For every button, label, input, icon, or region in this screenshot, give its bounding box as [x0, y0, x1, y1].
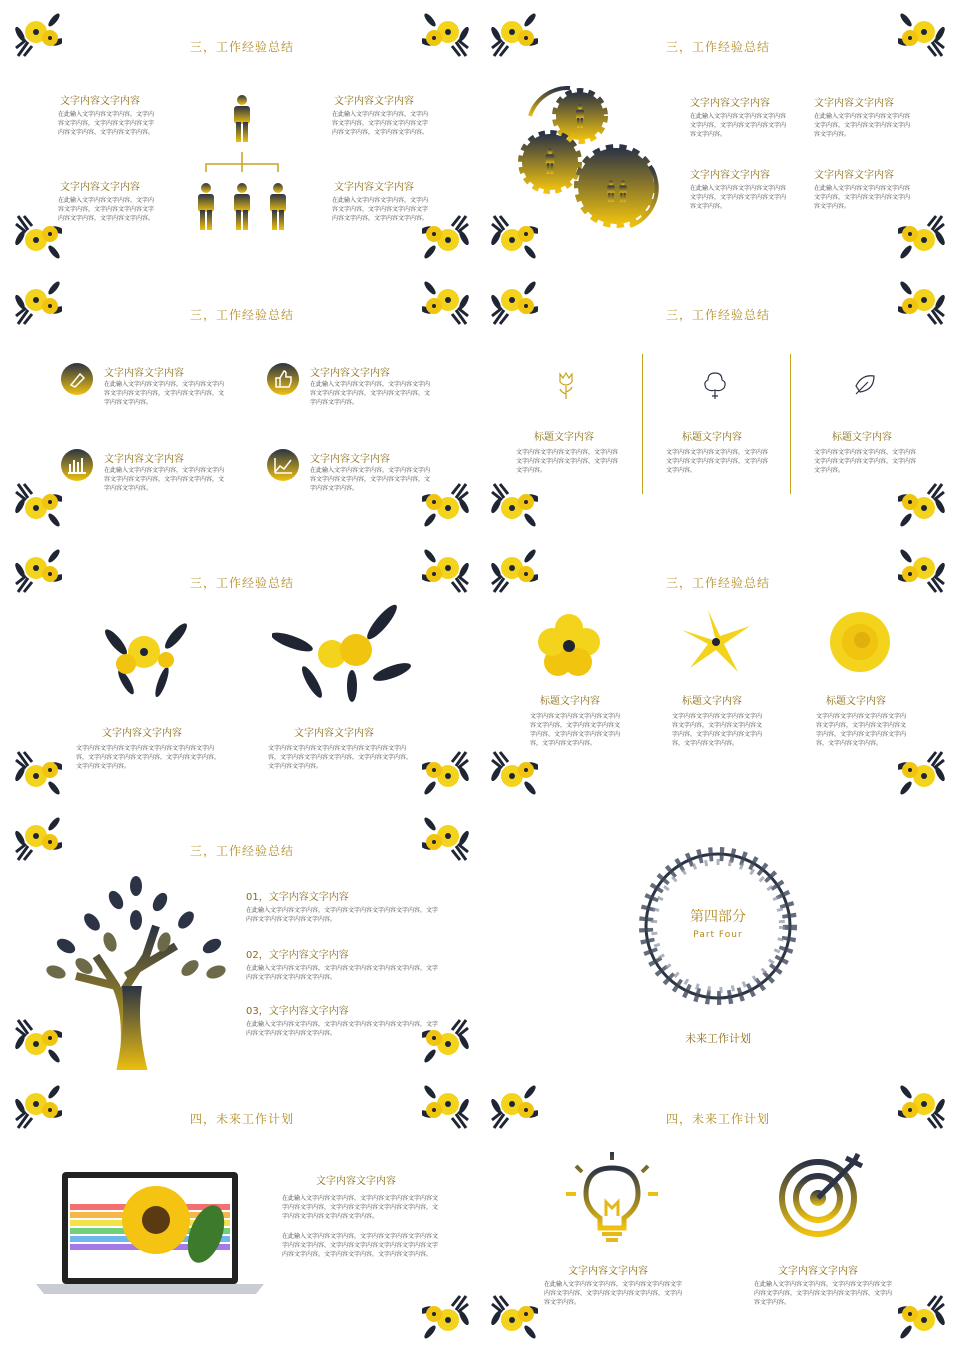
- flower-decoration-icon: [898, 1292, 946, 1340]
- column-heading: 标题文字内容: [540, 696, 600, 707]
- bar-chart-icon: [60, 448, 94, 482]
- column-heading: 标题文字内容: [832, 432, 892, 443]
- flower-decoration-icon: [14, 748, 62, 796]
- column-body: 在此输入文字内容文字内容，文字内容文字内容文字内容文字内容，文字内容文字内容文字内容，文字内容文字内容。: [544, 1281, 683, 1306]
- column-divider: [790, 354, 791, 494]
- bouquet-image: [96, 612, 196, 702]
- yellow-flower-image: [536, 612, 602, 676]
- pen-icon: [60, 362, 94, 396]
- lightbulb-icon: [562, 1150, 662, 1242]
- slide-title: 三，工作经验总结: [189, 844, 294, 858]
- block-heading: 文字内容文字内容: [334, 96, 414, 107]
- block-body: 在此输入文字内容文字内容文字内容文字内容，文字内容文字内容文字内容文字内容。: [690, 113, 787, 138]
- trend-chart-icon: [266, 448, 300, 482]
- flower-decoration-icon: [490, 748, 538, 796]
- block-body: 在此输入文字内容文字内容，文字内容文字内容，文字内容文字内容文字内容文字内容，文字内容文字内容。: [332, 197, 429, 222]
- flower-decoration-icon: [14, 212, 62, 260]
- block-body: 文字内容文字内容文字内容文字内容文字内容文字内容，文字内容文字内容文字内容，文字内容文字内容，文字内容文字内容。: [268, 745, 413, 770]
- section-caption: 未来工作计划: [685, 1032, 751, 1045]
- block-heading: 文字内容文字内容: [310, 454, 390, 465]
- column-heading: 标题文字内容: [682, 696, 742, 707]
- slide-title: 四，未来工作计划: [665, 1112, 770, 1126]
- column-body: 文字内容文字内容文字内容，文字内容文字内容文字内容文字内容，文字内容文字内容。: [666, 449, 769, 474]
- column-heading: 标题文字内容: [826, 696, 886, 707]
- slide-tree-list: [6, 810, 478, 1070]
- column-heading: 标题文字内容: [534, 432, 594, 443]
- list-item-body: 在此输入文字内容文字内容，文字内容文字内容文字内容文字内容，文字内容文字内容文字内容文字内容。: [246, 1021, 439, 1037]
- column-body: 文字内容文字内容文字内容文字内容文字内容，文字内容文字内容文字内容，文字内容文字内容文字内容，文字内容文字内容。: [530, 713, 621, 747]
- flower-decoration-icon: [898, 212, 946, 260]
- block-heading: 文字内容文字内容: [104, 368, 184, 379]
- slide-icon-list: [6, 274, 478, 534]
- slide-title: 三，工作经验总结: [189, 308, 294, 322]
- block-body: 在此输入文字内容文字内容文字内容文字内容，文字内容文字内容文字内容文字内容。: [690, 185, 787, 210]
- block-body: 在此输入文字内容文字内容，文字内容文字内容，文字内容文字内容文字内容文字内容，文字内容文字内容。: [58, 111, 155, 136]
- list-item-body: 在此输入文字内容文字内容，文字内容文字内容文字内容文字内容，文字内容文字内容文字内容文字内容。: [246, 965, 439, 981]
- block-heading: 文字内容文字内容: [690, 170, 770, 181]
- block-body: 在此输入文字内容文字内容，文字内容文字内容文字内容文字内容文字内容，文字内容文字内容文字内容文字内容，文字内容文字内容文字内容文字内容。: [282, 1195, 439, 1220]
- tulip-icon: [554, 370, 578, 400]
- leaf-wreath-image: [632, 840, 804, 1012]
- block-body: 在此输入文字内容文字内容，文字内容文字内容文字内容文字内容文字内容，文字内容文字内容文字内容文字内容文字内容文字内容，文字内容文字内容，文字内容文字内容。: [282, 1233, 439, 1258]
- section-number-title: 第四部分: [690, 909, 746, 925]
- block-heading: 文字内容文字内容: [334, 182, 414, 193]
- slide-title: 三，工作经验总结: [665, 40, 770, 54]
- flower-decoration-icon: [14, 480, 62, 528]
- flower-decoration-icon: [422, 748, 470, 796]
- slide-section-cover: [482, 810, 954, 1070]
- block-heading: 文字内容文字内容: [310, 368, 390, 379]
- slide-laptop: [6, 1078, 478, 1346]
- block-heading: 文字内容文字内容: [690, 98, 770, 109]
- column-body: 在此输入文字内容文字内容，文字内容文字内容文字内容文字内容，文字内容文字内容文字内容，文字内容文字内容。: [754, 1281, 893, 1306]
- block-body: 文字内容文字内容文字内容文字内容文字内容文字内容，文字内容文字内容文字内容，文字内容文字内容，文字内容文字内容。: [76, 745, 221, 770]
- column-heading: 文字内容文字内容: [568, 1266, 648, 1277]
- column-body: 文字内容文字内容文字内容，文字内容文字内容文字内容文字内容，文字内容文字内容。: [814, 449, 917, 474]
- block-heading: 文字内容文字内容: [102, 728, 182, 739]
- column-heading: 文字内容文字内容: [778, 1266, 858, 1277]
- slide-gears: [482, 6, 954, 266]
- flower-decoration-icon: [898, 748, 946, 796]
- slide-title: 三，工作经验总结: [665, 308, 770, 322]
- block-body: 在此输入文字内容文字内容，文字内容文字内容文字内容文字内容，文字内容文字内容，文字内容文字内容。: [104, 467, 225, 492]
- flower-decoration-icon: [490, 480, 538, 528]
- target-icon: [776, 1152, 866, 1240]
- column-heading: 标题文字内容: [682, 432, 742, 443]
- thumbs-up-icon: [266, 362, 300, 396]
- lily-flower-image: [680, 608, 752, 674]
- flower-decoration-icon: [422, 1292, 470, 1340]
- block-body: 在此输入文字内容文字内容文字内容文字内容，文字内容文字内容文字内容文字内容。: [814, 113, 911, 138]
- list-item-heading: 03，文字内容文字内容: [246, 1006, 349, 1017]
- block-heading: 文字内容文字内容: [814, 170, 894, 181]
- flower-decoration-icon: [490, 1292, 538, 1340]
- slide-title: 三，工作经验总结: [189, 40, 294, 54]
- list-item-heading: 02，文字内容文字内容: [246, 950, 349, 961]
- list-item-heading: 01，文字内容文字内容: [246, 892, 349, 903]
- flower-decoration-icon: [898, 480, 946, 528]
- slide-title: 三，工作经验总结: [189, 576, 294, 590]
- leaf-icon: [852, 372, 878, 398]
- block-heading: 文字内容文字内容: [294, 728, 374, 739]
- tree-icon: [702, 370, 728, 400]
- slide-three-columns: [482, 274, 954, 534]
- block-heading: 文字内容文字内容: [814, 98, 894, 109]
- block-body: 在此输入文字内容文字内容文字内容文字内容，文字内容文字内容文字内容文字内容。: [814, 185, 911, 210]
- block-body: 在此输入文字内容文字内容，文字内容文字内容文字内容文字内容，文字内容文字内容，文字内容文字内容。: [310, 467, 431, 492]
- section-subtitle: Part Four: [693, 930, 743, 940]
- block-heading: 文字内容文字内容: [60, 96, 140, 107]
- block-body: 在此输入文字内容文字内容，文字内容文字内容，文字内容文字内容文字内容文字内容，文字内容文字内容。: [58, 197, 155, 222]
- block-body: 在此输入文字内容文字内容，文字内容文字内容文字内容文字内容，文字内容文字内容，文字内容文字内容。: [104, 381, 225, 406]
- slide-idea-target: [482, 1078, 954, 1346]
- slide-org-chart: [6, 6, 478, 266]
- slide-title: 四，未来工作计划: [189, 1112, 294, 1126]
- rose-flower-image: [824, 610, 896, 674]
- block-heading: 文字内容文字内容: [316, 1176, 396, 1187]
- block-heading: 文字内容文字内容: [60, 182, 140, 193]
- column-body: 文字内容文字内容文字内容，文字内容文字内容文字内容文字内容，文字内容文字内容。: [516, 449, 619, 474]
- block-body: 在此输入文字内容文字内容，文字内容文字内容文字内容文字内容，文字内容文字内容，文字内容文字内容。: [310, 381, 431, 406]
- tree-illustration: [36, 876, 236, 1070]
- slide-flower-bouquets: [6, 542, 478, 802]
- bouquet-image: [272, 602, 412, 702]
- org-chart-icon: [192, 88, 292, 238]
- block-body: 在此输入文字内容文字内容，文字内容文字内容，文字内容文字内容文字内容文字内容，文字内容文字内容。: [332, 111, 429, 136]
- column-divider: [642, 354, 643, 494]
- column-body: 文字内容文字内容文字内容文字内容文字内容，文字内容文字内容文字内容，文字内容文字内容文字内容，文字内容文字内容。: [672, 713, 763, 747]
- slide-title: 三，工作经验总结: [665, 576, 770, 590]
- column-body: 文字内容文字内容文字内容文字内容文字内容，文字内容文字内容文字内容，文字内容文字内容文字内容，文字内容文字内容。: [816, 713, 907, 747]
- gears-teamwork-icon: [510, 86, 670, 236]
- laptop-image: [36, 1170, 266, 1298]
- list-item-body: 在此输入文字内容文字内容，文字内容文字内容文字内容文字内容，文字内容文字内容文字内容文字内容。: [246, 907, 439, 923]
- slide-three-flowers: [482, 542, 954, 802]
- block-heading: 文字内容文字内容: [104, 454, 184, 465]
